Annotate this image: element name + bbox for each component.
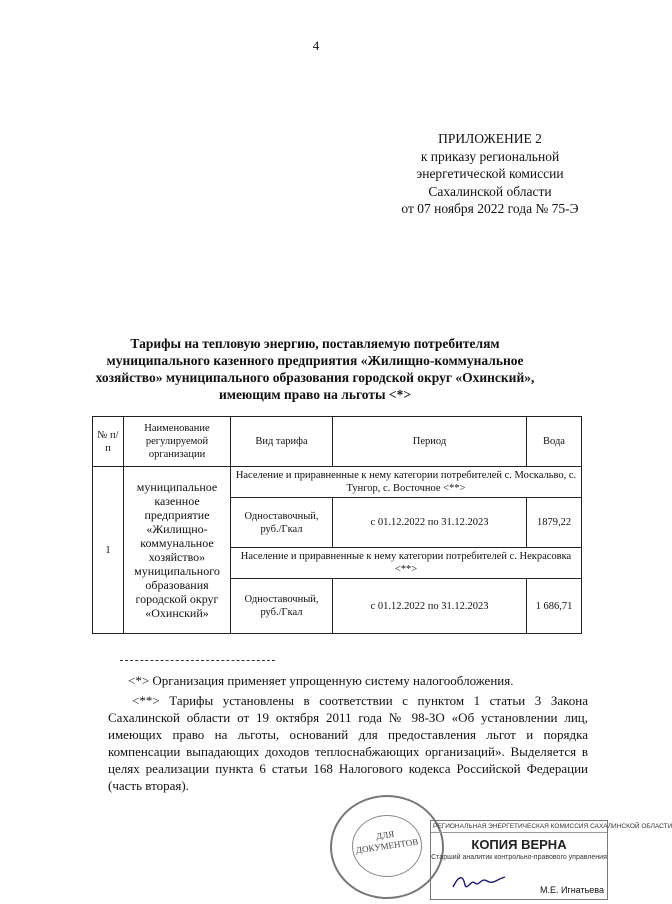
appendix-header bbox=[370, 130, 610, 218]
appendix-line: от 07 ноября 2022 года № 75-Э bbox=[401, 201, 579, 216]
row-number: 1 bbox=[93, 467, 124, 634]
signature bbox=[449, 871, 509, 893]
tariff-type: Одноставочный, руб./Гкал bbox=[231, 498, 333, 548]
header-water: Вода bbox=[527, 417, 582, 467]
tariff-period: с 01.12.2022 по 31.12.2023 bbox=[333, 579, 527, 634]
document-title: Тарифы на тепловую энергию, поставляемую потребителям муниципального казенного предприятия «Жилищно-коммунальное хозяйство» муниципального образования городской округ «Охинский», имеющим право на льготы <*> bbox=[95, 336, 535, 402]
header-type: Вид тарифа bbox=[231, 417, 333, 467]
stamp-position: Старший аналитик контрольно-правового управления bbox=[431, 854, 607, 861]
tariff-table bbox=[92, 416, 582, 634]
appendix-line: энергетической комиссии bbox=[416, 166, 564, 181]
footnote-2: <**> Тарифы установлены в соответствии с пунктом 1 статьи 3 Закона Сахалинской области от 19 октября 2011 года № 98-ЗО «Об установлении лиц, имеющих право на льготы, оснований для предоставления льгот и порядка компенсации выпадающих доходов теплоснабжающих организаций». Выделяется в целях реализации пункта 6 статьи 168 Налогового кодекса Российской Федерации (часть вторая). bbox=[108, 693, 588, 793]
organization-name: муниципальное казенное предприятие «Жилищно-коммунальное хозяйство» муниципального образования городской округ «Охинский» bbox=[124, 467, 231, 634]
tariff-value: 1879,22 bbox=[527, 498, 582, 548]
appendix-line: ПРИЛОЖЕНИЕ 2 bbox=[438, 131, 542, 146]
seal-label: ДЛЯ ДОКУМЕНТОВ bbox=[355, 828, 419, 856]
appendix-line: Сахалинской области bbox=[428, 183, 552, 199]
table-header-row bbox=[93, 417, 582, 467]
tariff-type: Одноставочный, руб./Гкал bbox=[231, 579, 333, 634]
footnote-divider bbox=[120, 660, 275, 661]
header-org: Наименование регулируемой организации bbox=[124, 417, 231, 467]
consumer-group: Население и приравненные к нему категории потребителей с. Москальво, с. Тунгор, с. Восточное <**> bbox=[231, 467, 582, 498]
stamp-header: РЕГИОНАЛЬНАЯ ЭНЕРГЕТИЧЕСКАЯ КОМИССИЯ САХАЛИНСКОЙ ОБЛАСТИ bbox=[431, 821, 607, 833]
table-row bbox=[93, 467, 582, 498]
consumer-group: Население и приравненные к нему категории потребителей с. Некрасовка <**> bbox=[231, 548, 582, 579]
footnote-1: <*> Организация применяет упрощенную систему налогообложения. bbox=[128, 673, 514, 688]
stamp-name: М.Е. Игнатьева bbox=[539, 885, 604, 895]
tariff-period: с 01.12.2022 по 31.12.2023 bbox=[333, 498, 527, 548]
tariff-value: 1 686,71 bbox=[527, 579, 582, 634]
certification-stamp bbox=[430, 820, 672, 900]
header-period: Период bbox=[333, 417, 527, 467]
stamp-copy-label: КОПИЯ ВЕРНА bbox=[471, 837, 567, 852]
page-number: 4 bbox=[312, 38, 320, 53]
header-num: № п/п bbox=[93, 417, 124, 467]
appendix-line: к приказу региональной bbox=[420, 148, 560, 164]
